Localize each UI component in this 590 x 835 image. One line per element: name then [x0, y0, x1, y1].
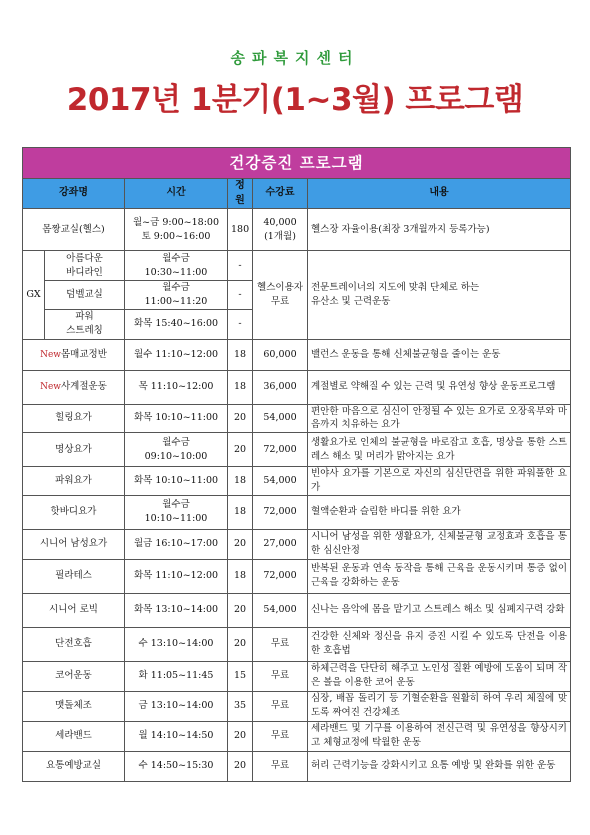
table-row	[23, 661, 571, 691]
course-name: 덤벨교실	[45, 281, 125, 310]
course-capacity: 35	[228, 691, 253, 721]
course-name	[23, 370, 125, 404]
course-name-text: 요통예방교실	[45, 760, 102, 772]
course-capacity: 18	[228, 467, 253, 496]
course-time: 수 13:10~14:00	[125, 627, 228, 661]
table-row	[23, 691, 571, 721]
course-name: 몸짱교실(헬스)	[23, 209, 125, 251]
page-title: 2017년 1분기(1~3월) 프로그램	[66, 82, 524, 118]
table-row	[23, 339, 571, 370]
course-desc: 허리 근력기능을 강화시키고 요통 예방 및 완화를 위한 운동	[308, 751, 571, 781]
course-time: 월수 11:10~12:00	[125, 339, 228, 370]
course-desc: 건강한 신체와 정신을 유지 증진 시킬 수 있도록 단전을 이용한 호흡법	[308, 627, 571, 661]
course-time: 월금 16:10~17:00	[125, 529, 228, 559]
course-name: 아름다운 바디라인	[45, 251, 125, 281]
course-capacity: 18	[228, 339, 253, 370]
course-time: 월수금 11:00~11:20	[125, 281, 228, 310]
course-name	[23, 559, 125, 593]
course-time: 목 11:10~12:00	[125, 370, 228, 404]
course-fee: 27,000	[253, 529, 308, 559]
course-fee: 54,000	[253, 467, 308, 496]
course-time: 화목 15:40~16:00	[125, 309, 228, 339]
table-row	[23, 751, 571, 781]
center-name: 송파복지센터	[230, 49, 360, 67]
col-header-capacity: 정원	[228, 179, 253, 209]
course-name-text: 시니어 남성요가	[39, 538, 108, 550]
course-fee: 36,000	[253, 370, 308, 404]
course-name-text: 사계절운동	[61, 381, 107, 392]
course-time: 월수금 09:10~10:00	[125, 433, 228, 467]
course-fee: 무료	[253, 721, 308, 751]
col-header-time: 시간	[125, 179, 228, 209]
course-capacity: 20	[228, 529, 253, 559]
course-capacity: 20	[228, 433, 253, 467]
course-name	[23, 627, 125, 661]
new-badge: New	[40, 382, 61, 392]
program-table	[22, 147, 571, 782]
course-desc: 혈액순환과 슬림한 바디를 위한 요가	[308, 495, 571, 529]
course-desc: 반복된 운동과 연속 동작을 통해 근육을 운동시키며 통증 없이 근육을 강화하는 운동	[308, 559, 571, 593]
course-desc: 밸런스 운동을 통해 신체불균형을 줄이는 운동	[308, 339, 571, 370]
table-row	[23, 467, 571, 496]
table-row	[23, 593, 571, 627]
course-capacity: 15	[228, 661, 253, 691]
course-name-text: 명상요가	[55, 443, 92, 455]
course-name	[23, 495, 125, 529]
course-desc: 헬스장 자율이용(최장 3개월까지 등록가능)	[308, 209, 571, 251]
table-row	[23, 559, 571, 593]
section-banner	[23, 148, 571, 179]
course-fee: 무료	[253, 627, 308, 661]
table-row	[23, 251, 571, 281]
section-title: 건강증진 프로그램	[23, 148, 571, 179]
course-desc: 세라밴드 및 기구를 이용하여 전신근력 및 유연성을 향상시키고 체형교정에 탁월한 운동	[308, 721, 571, 751]
course-capacity: 20	[228, 404, 253, 433]
course-name-text: 필라테스	[55, 570, 92, 582]
course-fee: 54,000	[253, 404, 308, 433]
course-name	[23, 751, 125, 781]
course-time: 화목 10:10~11:00	[125, 467, 228, 496]
course-time: 금 13:10~14:00	[125, 691, 228, 721]
course-fee: 72,000	[253, 433, 308, 467]
table-row	[23, 404, 571, 433]
course-time: 월~금 9:00~18:00 토 9:00~16:00	[125, 209, 228, 251]
col-header-name: 강좌명	[23, 179, 125, 209]
course-desc: 하체근력을 단단히 해주고 노인성 질환 예방에 도움이 되며 작은 볼을 이용한 코어 운동	[308, 661, 571, 691]
course-capacity: -	[228, 251, 253, 281]
course-capacity: -	[228, 281, 253, 310]
course-name-text: 단전호흡	[55, 638, 92, 650]
course-capacity: -	[228, 309, 253, 339]
course-name-text: 맷돌체조	[55, 700, 92, 712]
course-fee: 54,000	[253, 593, 308, 627]
course-name-text: 몸매교정반	[61, 348, 107, 360]
course-time: 월수금 10:30~11:00	[125, 251, 228, 281]
course-desc: 시니어 남성을 위한 생활요가, 신체불균형 교정효과 호흡을 통한 심신안정	[308, 529, 571, 559]
course-desc: 편안한 마음으로 심신이 안정될 수 있는 요가로 오장육부와 마음까지 치유하는 요가	[308, 404, 571, 433]
course-desc: 신나는 음악에 몸을 맡기고 스트레스 해소 및 심폐지구력 강화	[308, 593, 571, 627]
table-row	[23, 370, 571, 404]
table-row	[23, 721, 571, 751]
course-fee: 무료	[253, 661, 308, 691]
course-name	[23, 339, 125, 370]
table-header-row	[23, 179, 571, 209]
gx-desc: 전문트레이너의 지도에 맞춰 단체로 하는 유산소 및 근력운동	[308, 251, 571, 340]
course-capacity: 18	[228, 370, 253, 404]
course-desc: 빈야사 요가를 기본으로 자신의 심신단련을 위한 파워풀한 요가	[308, 467, 571, 496]
course-time: 월 14:10~14:50	[125, 721, 228, 751]
course-capacity: 20	[228, 593, 253, 627]
course-name	[23, 529, 125, 559]
gx-fee: 헬스이용자 무료	[253, 251, 308, 340]
course-name	[23, 661, 125, 691]
course-capacity: 20	[228, 751, 253, 781]
course-desc: 계절별로 약해질 수 있는 근력 및 유연성 향상 운동프로그램	[308, 370, 571, 404]
new-badge: New	[40, 349, 61, 360]
course-fee: 무료	[253, 751, 308, 781]
table-row	[23, 209, 571, 251]
table-row	[23, 433, 571, 467]
course-capacity: 180	[228, 209, 253, 251]
course-name: 파워 스트레칭	[45, 309, 125, 339]
course-name-text: 코어운동	[55, 670, 92, 682]
course-fee: 72,000	[253, 495, 308, 529]
col-header-desc: 내용	[308, 179, 571, 209]
course-name-text: 파워요가	[55, 474, 92, 486]
course-name-text: 힐링요가	[55, 412, 92, 424]
course-name-text: 핫바디요가	[50, 506, 97, 518]
course-fee: 72,000	[253, 559, 308, 593]
course-capacity: 18	[228, 559, 253, 593]
course-name	[23, 404, 125, 433]
course-name	[23, 593, 125, 627]
course-desc: 생활요가로 인체의 불균형을 바로잡고 호흡, 명상을 통한 스트레스 해소 및 머리가 맑아지는 요가	[308, 433, 571, 467]
course-fee: 무료	[253, 691, 308, 721]
course-fee: 60,000	[253, 339, 308, 370]
course-capacity: 20	[228, 721, 253, 751]
course-desc: 심장, 배꼽 돌리기 등 기혈순환을 원활히 하여 우리 체질에 맞도록 짜여진 건강체조	[308, 691, 571, 721]
course-time: 월수금 10:10~11:00	[125, 495, 228, 529]
table-row	[23, 495, 571, 529]
course-time: 화목 11:10~12:00	[125, 559, 228, 593]
gx-group-label: GX	[23, 251, 45, 340]
course-time: 화목 13:10~14:00	[125, 593, 228, 627]
course-capacity: 18	[228, 495, 253, 529]
table-row	[23, 529, 571, 559]
course-name	[23, 691, 125, 721]
course-name	[23, 433, 125, 467]
col-header-fee: 수강료	[253, 179, 308, 209]
course-name	[23, 721, 125, 751]
course-fee: 40,000 (1개월)	[253, 209, 308, 251]
course-name-text: 세라밴드	[55, 730, 92, 742]
course-capacity: 20	[228, 627, 253, 661]
course-name	[23, 467, 125, 496]
course-name-text: 시니어 로빅	[49, 604, 98, 616]
course-time: 화 11:05~11:45	[125, 661, 228, 691]
course-time: 수 14:50~15:30	[125, 751, 228, 781]
course-time: 화목 10:10~11:00	[125, 404, 228, 433]
table-row	[23, 627, 571, 661]
